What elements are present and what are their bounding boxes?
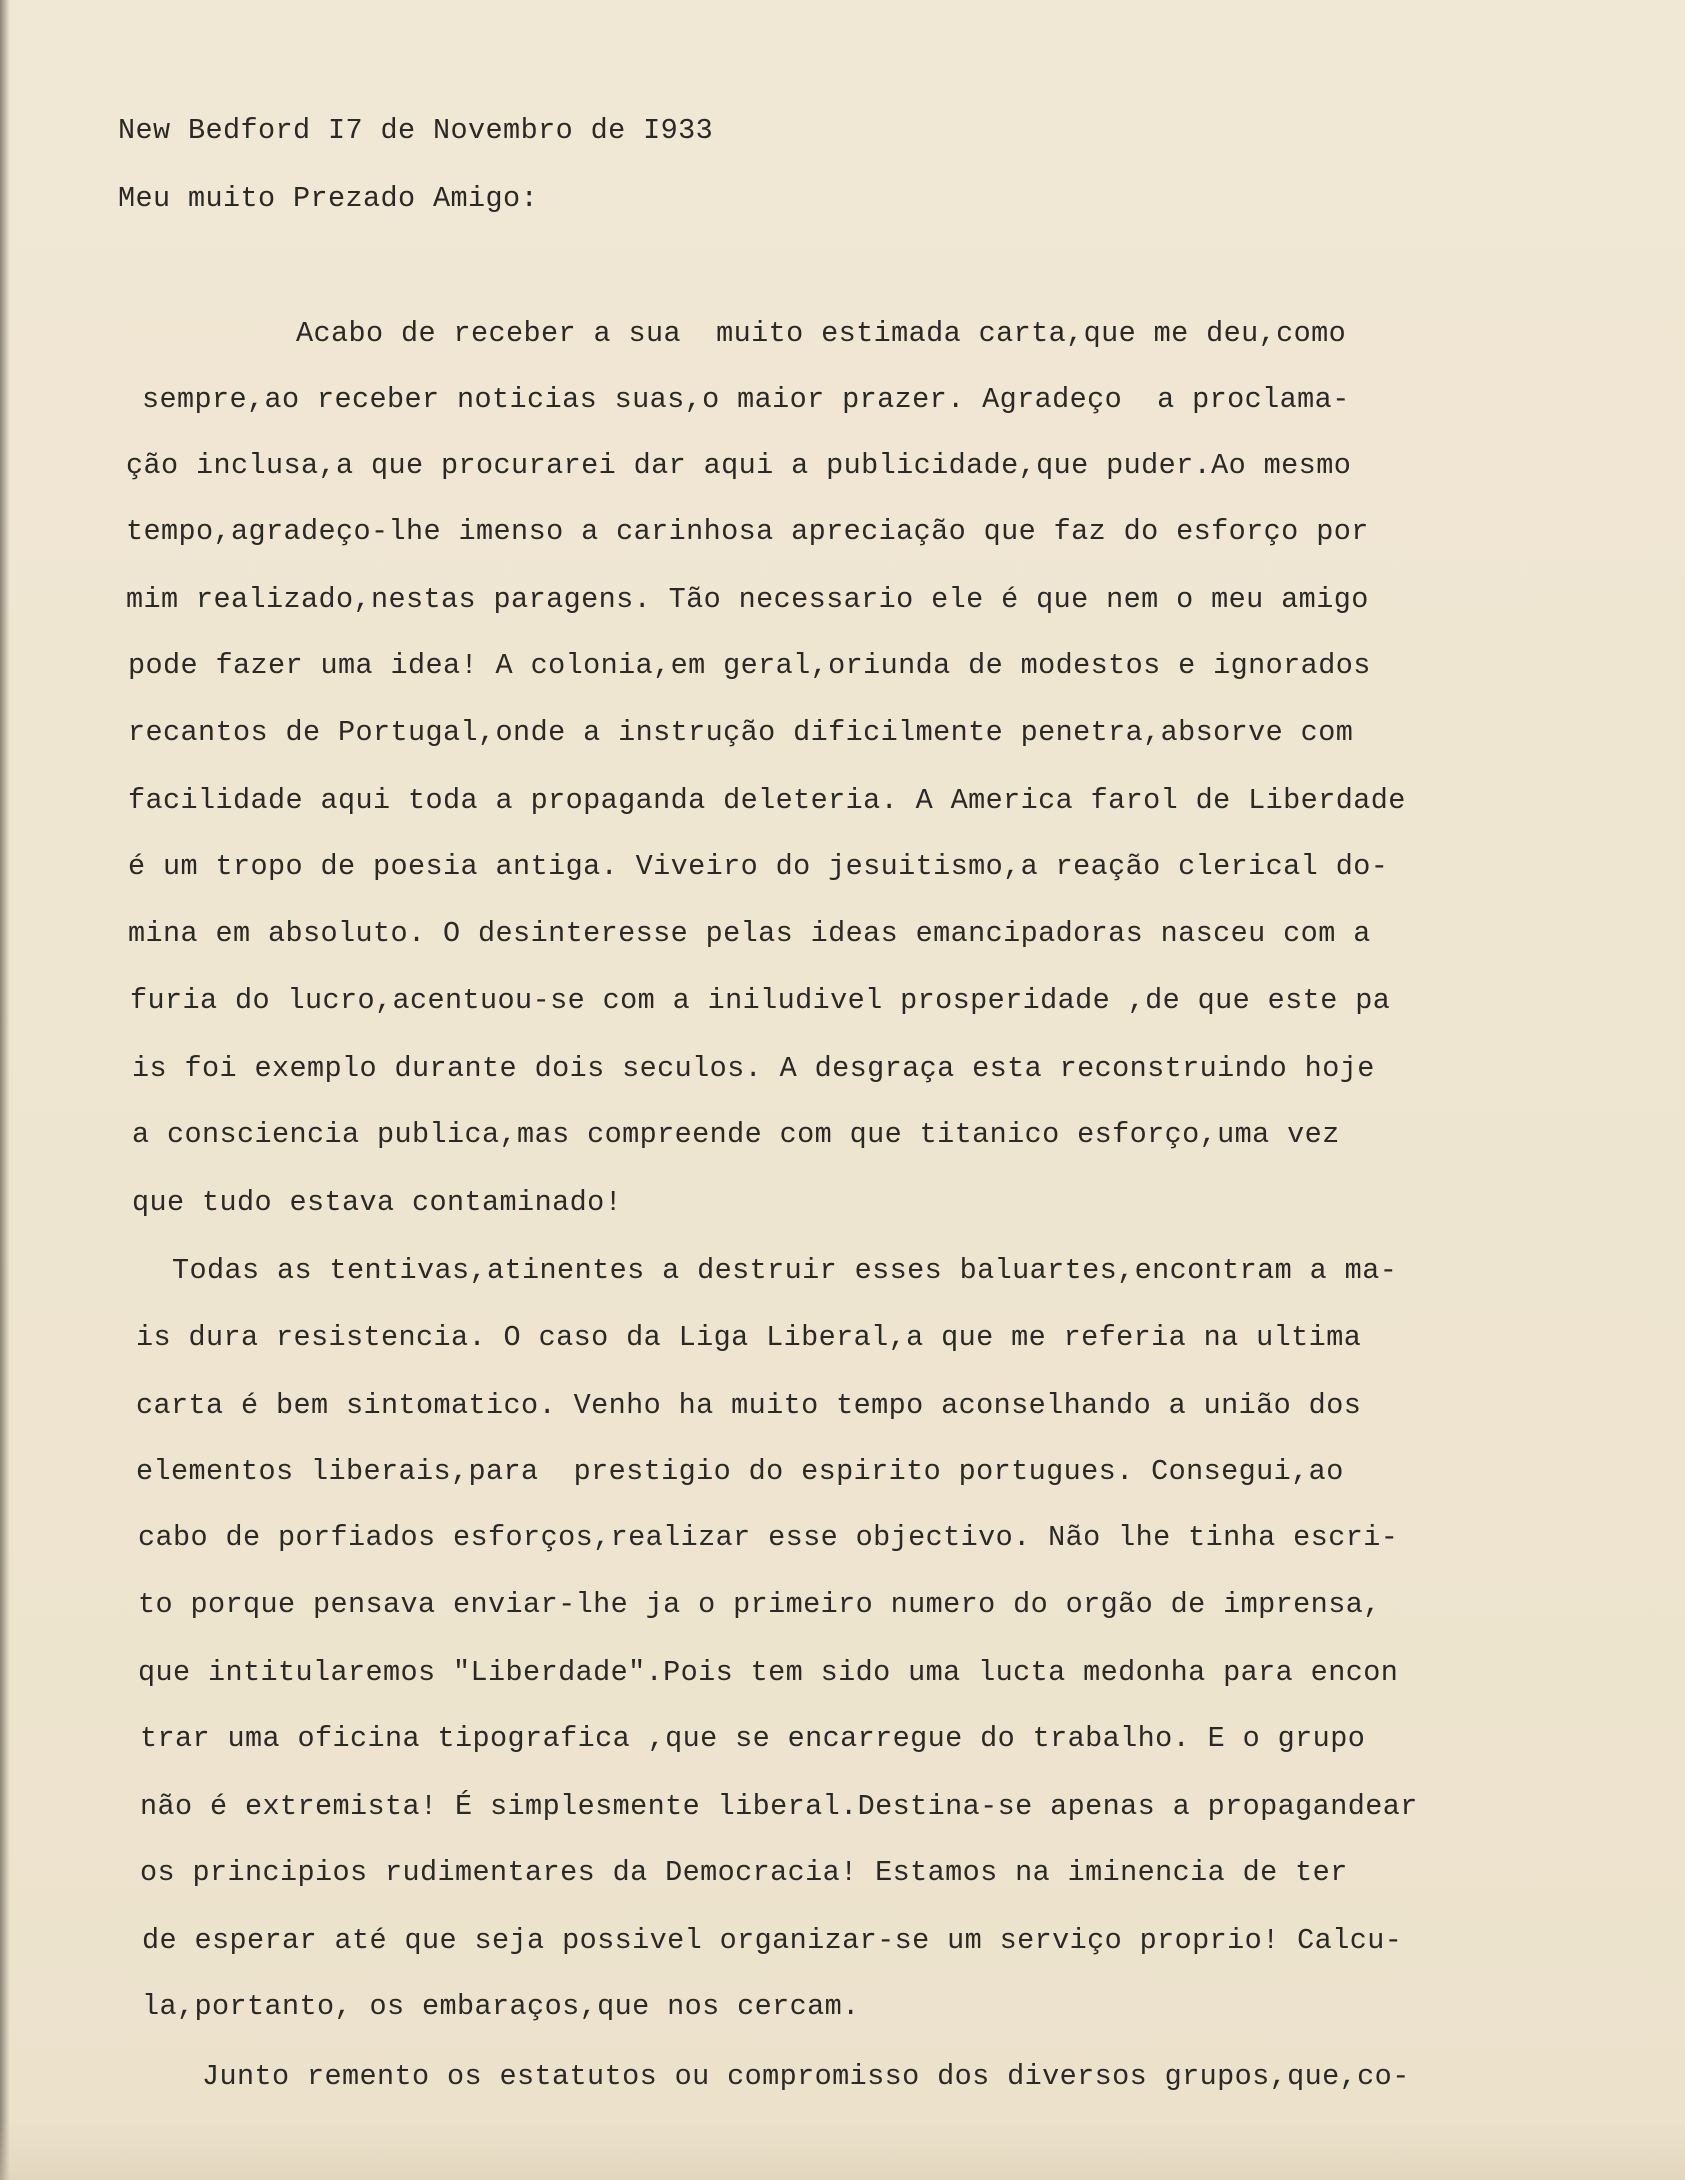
- letter-date: New Bedford I7 de Novembro de I933: [118, 114, 714, 147]
- text-line: carta é bem sintomatico. Venho ha muito tempo aconselhando a união dos: [136, 1389, 1362, 1422]
- text-line: ção inclusa,a que procurarei dar aqui a publicidade,que puder.Ao mesmo: [126, 449, 1352, 482]
- text-line: trar uma oficina tipografica ,que se encarregue do trabalho. E o grupo: [140, 1722, 1366, 1755]
- text-line: sempre,ao receber noticias suas,o maior prazer. Agradeço a proclama-: [142, 383, 1350, 416]
- text-line: pode fazer uma idea! A colonia,em geral,oriunda de modestos e ignorados: [128, 649, 1371, 682]
- text-line: is foi exemplo durante dois seculos. A desgraça esta reconstruindo hoje: [132, 1052, 1375, 1085]
- text-line: recantos de Portugal,onde a instrução dificilmente penetra,absorve com: [128, 716, 1354, 749]
- text-line: Acabo de receber a sua muito estimada carta,que me deu,como: [296, 317, 1347, 350]
- text-line: to porque pensava enviar-lhe ja o primeiro numero do orgão de imprensa,: [138, 1588, 1381, 1621]
- text-line: cabo de porfiados esforços,realizar esse objectivo. Não lhe tinha escri-: [138, 1521, 1399, 1554]
- text-line: facilidade aqui toda a propaganda deleteria. A America farol de Liberdade: [128, 784, 1406, 817]
- text-line: que intitularemos "Liberdade".Pois tem sido uma lucta medonha para encon: [138, 1656, 1399, 1689]
- text-line: que tudo estava contaminado!: [132, 1186, 623, 1219]
- text-line: mina em absoluto. O desinteresse pelas ideas emancipadoras nasceu com a: [128, 917, 1371, 950]
- text-line: mim realizado,nestas paragens. Tão necessario ele é que nem o meu amigo: [126, 583, 1369, 616]
- text-line: de esperar até que seja possivel organizar-se um serviço proprio! Calcu-: [142, 1924, 1403, 1957]
- text-line: Junto remento os estatutos ou compromisso dos diversos grupos,que,co-: [202, 2060, 1410, 2093]
- text-line: tempo,agradeço-lhe imenso a carinhosa apreciação que faz do esforço por: [126, 515, 1369, 548]
- text-line: furia do lucro,acentuou-se com a iniludivel prosperidade ,de que este pa: [130, 984, 1391, 1017]
- text-line: a consciencia publica,mas compreende com que titanico esforço,uma vez: [132, 1118, 1340, 1151]
- paper-stain: [0, 2120, 1685, 2180]
- text-line: Todas as tentivas,atinentes a destruir esses baluartes,encontram a ma-: [172, 1254, 1398, 1287]
- text-line: la,portanto, os embaraços,que nos cercam.: [142, 1990, 860, 2023]
- text-line: não é extremista! É simplesmente liberal.Destina-se apenas a propagandear: [140, 1790, 1418, 1823]
- text-line: os principios rudimentares da Democracia! Estamos na iminencia de ter: [140, 1856, 1348, 1889]
- letter-salutation: Meu muito Prezado Amigo:: [118, 182, 539, 215]
- text-line: is dura resistencia. O caso da Liga Liberal,a que me referia na ultima: [136, 1321, 1362, 1354]
- text-line: é um tropo de poesia antiga. Viveiro do jesuitismo,a reação clerical do-: [128, 850, 1389, 883]
- text-line: elementos liberais,para prestigio do espirito portugues. Consegui,ao: [136, 1455, 1344, 1488]
